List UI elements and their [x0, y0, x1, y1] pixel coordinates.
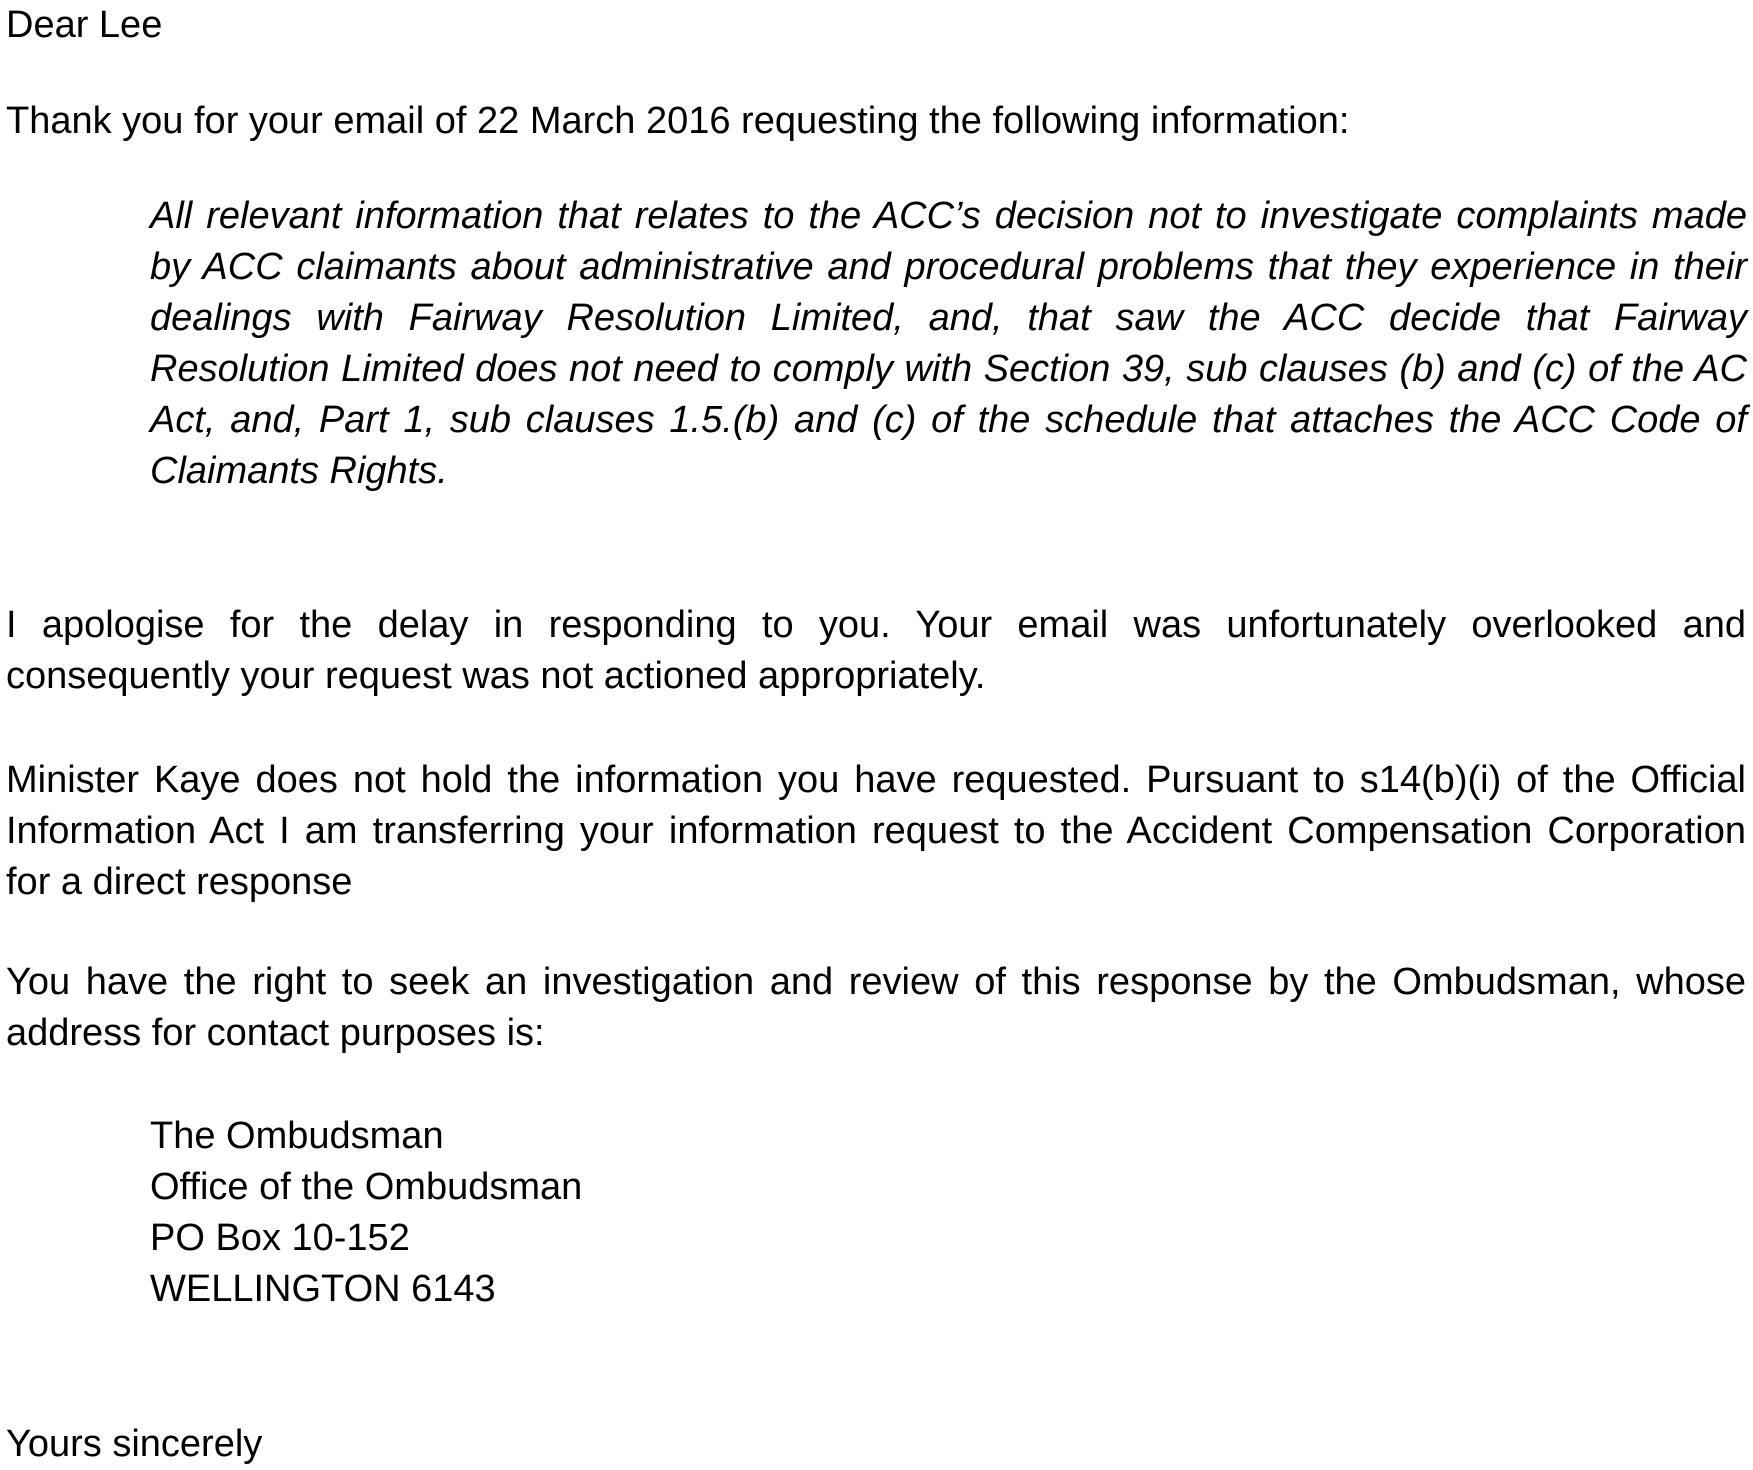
address-line-city: WELLINGTON 6143	[150, 1268, 496, 1310]
request-quote: All relevant information that relates to the ACC’s decision not to investigate complaints made by ACC claimants about administrative and procedural problems that they experience in their dealings with Fairway Resolution Limited, and, that saw the ACC decide that Fairway Resolution Limited does not need to comply with Section 39, sub clauses (b) and (c) of the AC Act, and, Part 1, sub clauses 1.5.(b) and (c) of the schedule that attaches the ACC Code of Claimants Rights.	[150, 195, 1747, 492]
review-rights-paragraph: You have the right to seek an investigation and review of this response by the Ombudsman, whose address for contact purposes is:	[6, 961, 1746, 1054]
ombudsman-address	[150, 1111, 1050, 1315]
transfer-paragraph: Minister Kaye does not hold the information you have requested. Pursuant to s14(b)(i) of the Official Information Act I am transferring your information request to the Accident Compensation Corporation for a direct response	[6, 759, 1746, 903]
intro-paragraph: Thank you for your email of 22 March 2016 requesting the following information:	[6, 100, 1350, 142]
address-line-po-box: PO Box 10-152	[150, 1217, 410, 1259]
address-line-name: The Ombudsman	[150, 1115, 444, 1157]
salutation: Dear Lee	[6, 4, 163, 46]
apology-paragraph: I apologise for the delay in responding to you. Your email was unfortunately overlooked and consequently your request was not actioned appropriately.	[6, 604, 1746, 697]
closing: Yours sincerely	[6, 1423, 263, 1465]
address-line-office: Office of the Ombudsman	[150, 1166, 583, 1208]
